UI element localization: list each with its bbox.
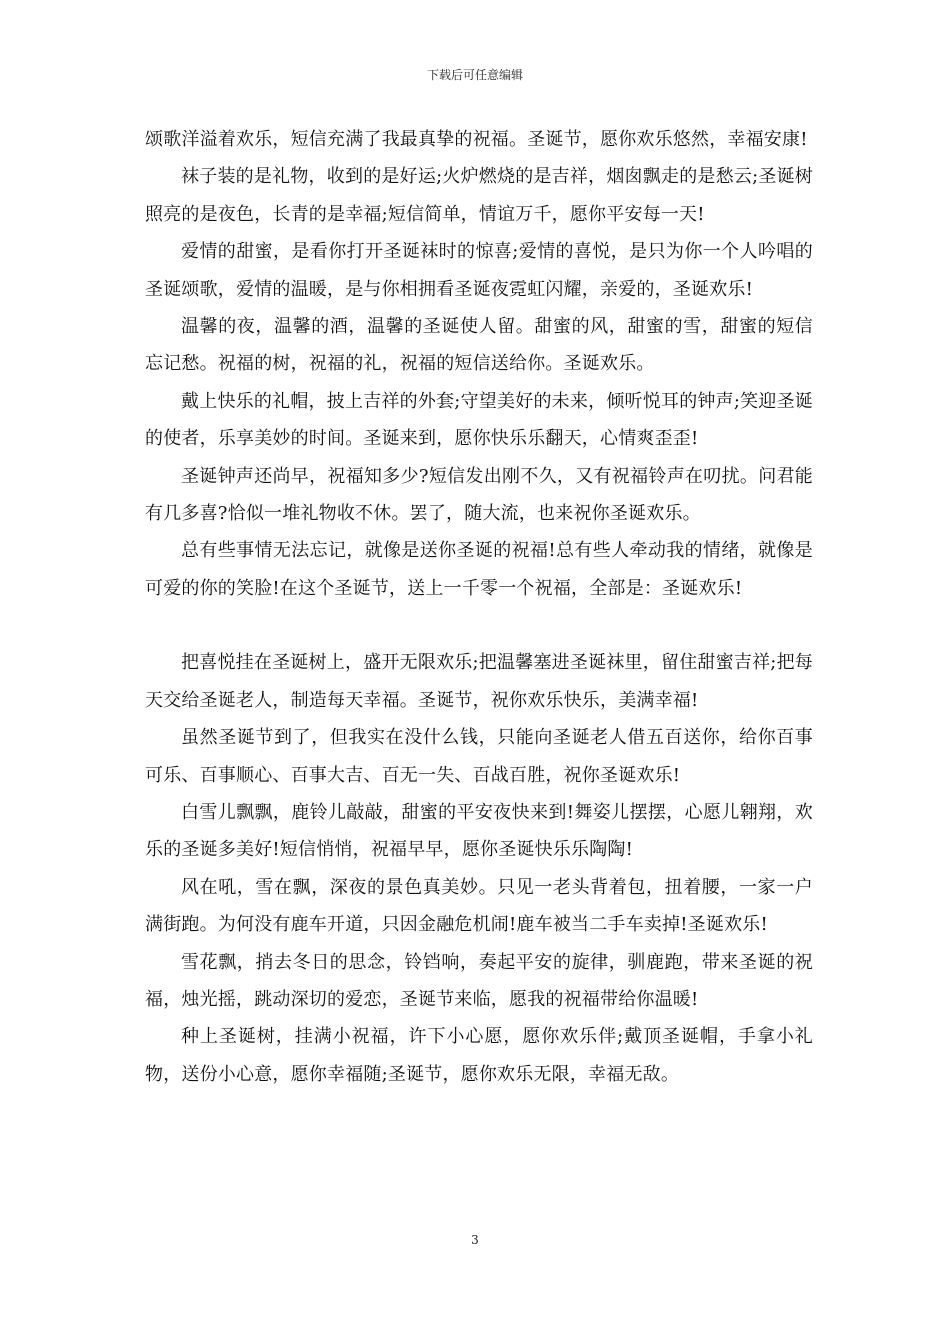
page-header: 下载后可任意编辑 [426, 68, 523, 82]
paragraph-5: 戴上快乐的礼帽，披上吉祥的外套;守望美好的未来，倾听悦耳的钟声;笑迎圣诞的使者，乐享美妙的时间。圣诞来到，愿你快乐乐翻天，心情爽歪歪! [145, 390, 813, 450]
document-body [145, 121, 813, 1093]
paragraph-11: 风在吼，雪在飘，深夜的景色真美妙。只见一老头背着包，扭着腰，一家一户满街跑。为何没有鹿车开道，只因金融危机闹!鹿车被当二手车卖掉!圣诞欢乐! [145, 876, 813, 936]
paragraph-3: 爱情的甜蜜，是看你打开圣诞袜时的惊喜;爱情的喜悦，是只为你一个人吟唱的圣诞颂歌，爱情的温暖，是与你相拥看圣诞夜霓虹闪耀，亲爱的，圣诞欢乐! [145, 241, 813, 300]
paragraph-13: 种上圣诞树，挂满小祝福，许下小心愿，愿你欢乐伴;戴顶圣诞帽，手拿小礼物，送份小心意，愿你幸福随;圣诞节，愿你欢乐无限，幸福无敌。 [145, 1026, 813, 1085]
paragraph-7: 总有些事情无法忘记，就像是送你圣诞的祝福!总有些人牵动我的情绪，就像是可爱的你的笑脸!在这个圣诞节，送上一千零一个祝福，全部是：圣诞欢乐! [145, 540, 813, 599]
paragraph-12: 雪花飘，捎去冬日的思念，铃铛响，奏起平安的旋律，驯鹿跑，带来圣诞的祝福，烛光摇，跳动深切的爱恋，圣诞节来临，愿我的祝福带给你温暖! [145, 951, 813, 1010]
page-number: 3 [471, 1233, 479, 1247]
paragraph-1: 颂歌洋溢着欢乐，短信充满了我最真挚的祝福。圣诞节，愿你欢乐悠然，幸福安康! [145, 129, 808, 150]
paragraph-10: 白雪儿飘飘，鹿铃儿敲敲，甜蜜的平安夜快来到!舞姿儿摆摆，心愿儿翱翔，欢乐的圣诞多美好!短信悄悄，祝福早早，愿你圣诞快乐乐陶陶! [145, 801, 813, 861]
paragraph-6: 圣诞钟声还尚早，祝福知多少?短信发出刚不久，又有祝福铃声在叨扰。问君能有几多喜?恰似一堆礼物收不休。罢了，随大流，也来祝你圣诞欢乐。 [145, 465, 813, 525]
paragraph-9: 虽然圣诞节到了，但我实在没什么钱，只能向圣诞老人借五百送你，给你百事可乐、百事顺心、百事大吉、百无一失、百战百胜，祝你圣诞欢乐! [145, 727, 813, 786]
paragraph-2: 袜子装的是礼物，收到的是好运;火炉燃烧的是吉祥，烟囱飘走的是愁云;圣诞树照亮的是夜色，长青的是幸福;短信简单，情谊万千，愿你平安每一天! [145, 166, 813, 225]
paragraph-8: 把喜悦挂在圣诞树上，盛开无限欢乐;把温馨塞进圣诞袜里，留住甜蜜吉祥;把每天交给圣诞老人，制造每天幸福。圣诞节，祝你欢乐快乐，美满幸福! [145, 652, 813, 711]
paragraph-4: 温馨的夜，温馨的酒，温馨的圣诞使人留。甜蜜的风，甜蜜的雪，甜蜜的短信忘记愁。祝福的树，祝福的礼，祝福的短信送给你。圣诞欢乐。 [145, 316, 813, 375]
paragraph-gap [145, 607, 813, 644]
